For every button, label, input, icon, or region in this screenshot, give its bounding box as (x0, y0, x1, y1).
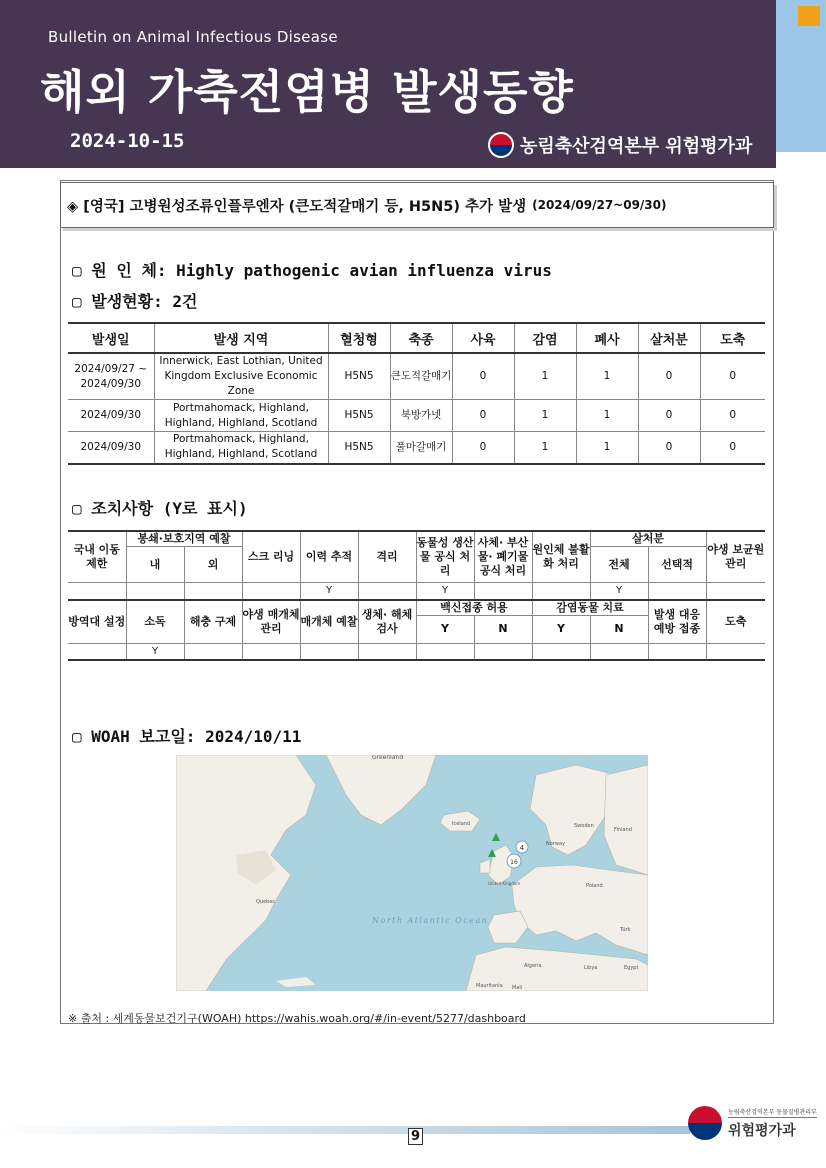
measures-heading: ▢ 조치사항 (Y로 표시) (72, 499, 248, 518)
value-cell (648, 643, 706, 660)
taegeuk-logo-icon (688, 1106, 722, 1140)
status-line: ▢ 발생현황: 2건 (72, 292, 198, 311)
header-animal-products: 동물성 생산물 공식 처리 (416, 531, 474, 583)
cell-date: 2024/09/30 (68, 432, 154, 464)
label-mauritania: Mauritania (476, 983, 503, 989)
label-mali: Mali (512, 985, 523, 991)
organization-name: 농림축산검역본부 위험평가과 (520, 136, 753, 157)
cell-culled: 0 (638, 400, 700, 432)
label-finland: Finland (614, 827, 632, 833)
cell-species: 북방가넷 (390, 400, 452, 432)
header-outer: 외 (184, 547, 242, 583)
cell-slaughtered: 0 (700, 400, 765, 432)
label-poland: Poland (586, 883, 603, 889)
value-cell (532, 583, 590, 600)
col-header: 발생 지역 (154, 323, 328, 353)
cell-species: 풀마갈매기 (390, 432, 452, 464)
header-tracing: 이력 추적 (300, 531, 358, 583)
header-screening: 스크 리닝 (242, 531, 300, 583)
header-carcass: 사체· 부산물· 폐기물 공식 처리 (474, 531, 532, 583)
cell-region: Innerwick, East Lothian, United Kingdom Exclusive Economic Zone (154, 353, 328, 400)
value-cell (242, 643, 300, 660)
header-vector-surveillance: 매개체 예찰 (300, 600, 358, 644)
footer-gradient-line (0, 1126, 690, 1134)
header-containment: 봉쇄·보호지역 예찰 (126, 531, 242, 547)
value-cell (706, 643, 765, 660)
col-header: 혈청형 (328, 323, 390, 353)
value-cell (706, 583, 765, 600)
footer-logo-big: 위험평가과 (728, 1122, 796, 1139)
label-sweden: Sweden (574, 823, 594, 829)
footer-logo-text (728, 1107, 817, 1140)
header-inner: 내 (126, 547, 184, 583)
footer-logo-small: 농림축산검역본부 동물질병관리부 (728, 1108, 817, 1116)
value-cell: Y (126, 643, 184, 660)
value-cell (358, 583, 416, 600)
col-header: 도축 (700, 323, 765, 353)
header-movement: 국내 이동 제한 (68, 531, 126, 583)
cell-serotype: H5N5 (328, 400, 390, 432)
cell-serotype: H5N5 (328, 432, 390, 464)
cell-infected: 1 (514, 432, 576, 464)
cell-infected: 1 (514, 353, 576, 400)
value-cell: Y (416, 583, 474, 600)
cell-date: 2024/09/27 ~ 2024/09/30 (68, 353, 154, 400)
organization (488, 132, 752, 158)
label-ocean: North Atlantic Ocean (372, 916, 489, 925)
header-treat-yes: Y (532, 615, 590, 643)
value-cell (416, 643, 474, 660)
cell-slaughtered: 0 (700, 353, 765, 400)
woah-report-date: ▢ WOAH 보고일: 2024/10/11 (72, 727, 302, 746)
label-egypt: Egypt (624, 965, 639, 971)
cell-species: 큰도적갈매기 (390, 353, 452, 400)
header-treatment: 감염동물 치료 (532, 600, 648, 616)
issue-date: 2024-10-15 (70, 130, 185, 152)
cell-raised: 0 (452, 353, 514, 400)
header-inactivation: 원인체 불활화 처리 (532, 531, 590, 583)
header-disinfection: 소독 (126, 600, 184, 644)
value-cell (532, 643, 590, 660)
side-tab-decoration (798, 6, 820, 26)
source-note: ※ 출처 : 세계동물보건기구(WOAH) https://wahis.woah.org/#/in-event/5277/dashboard (68, 1012, 526, 1025)
value-cell (300, 643, 358, 660)
header-vax-yes: Y (416, 615, 474, 643)
cell-region: Portmahomack, Highland, Highland, Highland, Scotland (154, 400, 328, 432)
value-cell: Y (300, 583, 358, 600)
col-header: 폐사 (576, 323, 638, 353)
value-cell (590, 643, 648, 660)
table-header-row (68, 323, 765, 353)
cell-dead: 1 (576, 400, 638, 432)
header-culling: 살처분 (590, 531, 706, 547)
header-quarantine: 격리 (358, 531, 416, 583)
value-cell (68, 583, 126, 600)
header-wild-vector: 야생 매개체 관리 (242, 600, 300, 644)
cell-infected: 1 (514, 400, 576, 432)
cell-culled: 0 (638, 432, 700, 464)
cell-raised: 0 (452, 400, 514, 432)
header-slaughter: 도축 (706, 600, 765, 644)
measures-header-row-2 (68, 600, 765, 616)
value-cell (358, 643, 416, 660)
table-row (68, 353, 765, 400)
header-wildlife-reservoir: 야생 보균원 관리 (706, 531, 765, 583)
header-vaccination: 백신접종 허용 (416, 600, 532, 616)
header-vax-no: N (474, 615, 532, 643)
cell-dead: 1 (576, 353, 638, 400)
taegeuk-logo-icon (488, 132, 514, 158)
measures-table (68, 530, 765, 661)
page-number: 9 (408, 1128, 423, 1145)
bulletin-name: Bulletin on Animal Infectious Disease (48, 28, 338, 46)
col-header: 감염 (514, 323, 576, 353)
cell-culled: 0 (638, 353, 700, 400)
table-row (68, 400, 765, 432)
measures-values-row-2 (68, 643, 765, 660)
value-cell: Y (590, 583, 648, 600)
col-header: 살처분 (638, 323, 700, 353)
label-uk: United Kingdom (488, 881, 521, 886)
section-title: ◈ [영국] 고병원성조류인플루엔자 (큰도적갈매기 등, H5N5) 추가 발생 (67, 198, 527, 215)
value-cell (184, 583, 242, 600)
outbreak-map[interactable] (176, 755, 648, 991)
value-cell (126, 583, 184, 600)
section-title-bar (60, 182, 774, 228)
label-algeria: Algeria (524, 963, 542, 969)
section-range: (2024/09/27~09/30) (532, 198, 667, 212)
cell-region: Portmahomack, Highland, Highland, Highland, Scotland (154, 432, 328, 464)
cluster-count: 4 (519, 844, 525, 852)
label-quebec: Quebec (256, 899, 276, 905)
cell-dead: 1 (576, 432, 638, 464)
outbreak-table (68, 322, 765, 465)
cluster-count: 16 (510, 859, 518, 866)
header-prevent-vax: 발생 대응 예방 접종 (648, 600, 706, 644)
cell-raised: 0 (452, 432, 514, 464)
header-sample-test: 생체· 해체 검사 (358, 600, 416, 644)
page-header (0, 0, 776, 168)
cell-slaughtered: 0 (700, 432, 765, 464)
measures-values-row (68, 583, 765, 600)
measures-header-row (68, 531, 765, 547)
label-iceland: Iceland (452, 821, 471, 827)
header-cull-selective: 선택적 (648, 547, 706, 583)
value-cell (648, 583, 706, 600)
label-turk: Türk (620, 927, 631, 933)
value-cell (68, 643, 126, 660)
value-cell (184, 643, 242, 660)
map-svg (176, 755, 648, 991)
header-pest-control: 해충 구제 (184, 600, 242, 644)
page-title: 해외 가축전염병 발생동향 (40, 65, 574, 119)
footer-logo (688, 1106, 817, 1140)
header-treat-no: N (590, 615, 648, 643)
cell-date: 2024/09/30 (68, 400, 154, 432)
pathogen-line: ▢ 원 인 체: Highly pathogenic avian influenza virus (72, 261, 552, 280)
value-cell (242, 583, 300, 600)
label-greenland: Greenland (372, 755, 404, 761)
header-cull-all: 전체 (590, 547, 648, 583)
header-zoning: 방역대 설정 (68, 600, 126, 644)
col-header: 축종 (390, 323, 452, 353)
cell-serotype: H5N5 (328, 353, 390, 400)
value-cell (474, 643, 532, 660)
label-norway: Norway (546, 841, 565, 847)
col-header: 사육 (452, 323, 514, 353)
value-cell (474, 583, 532, 600)
col-header: 발생일 (68, 323, 154, 353)
table-row (68, 432, 765, 464)
label-libya: Libya (584, 965, 598, 971)
